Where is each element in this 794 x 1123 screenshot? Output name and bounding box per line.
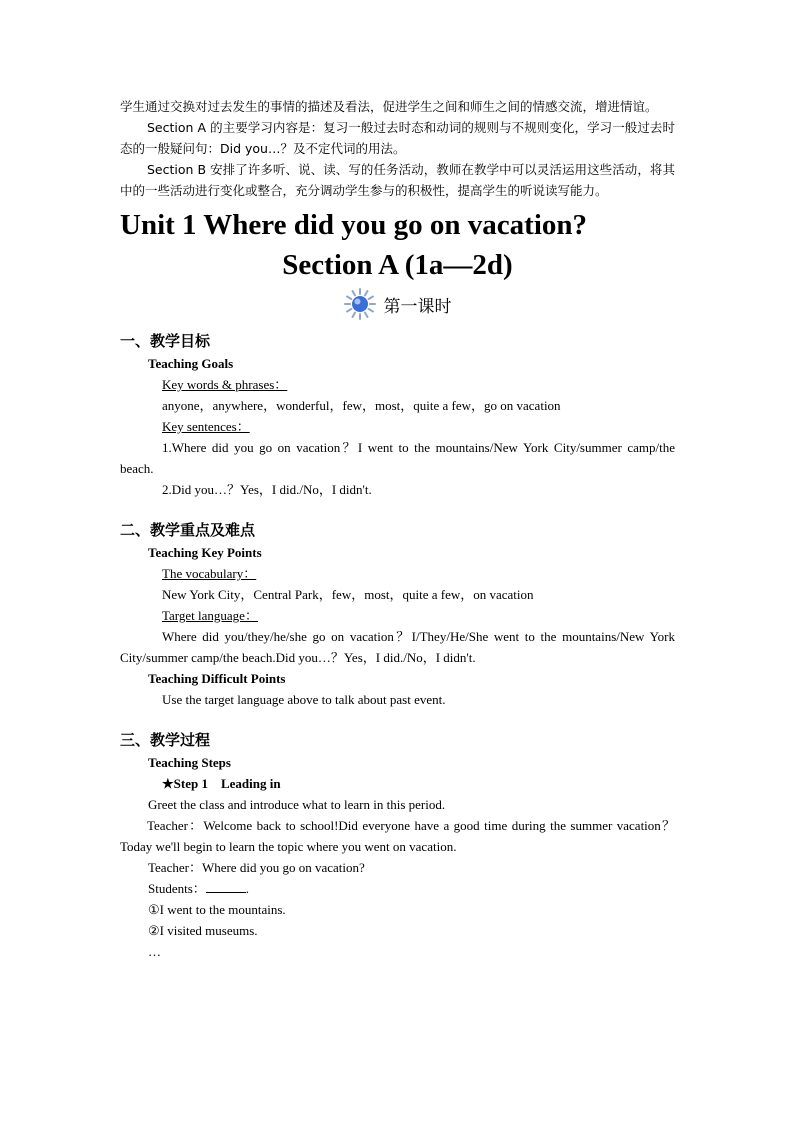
target-language-label (120, 605, 675, 626)
process-line-3: Teacher：Where did you go on vacation? (148, 860, 365, 875)
process-line-2: Teacher：Welcome back to school!Did everyone have a good time during the summer vacation？Today we'll begin to learn the topic where you went on vacation. (120, 818, 675, 854)
sun-badge-icon (344, 288, 376, 320)
process-line-5: ①I went to the mountains. (148, 902, 286, 917)
section-title: Section A (1a—2d) (282, 249, 513, 281)
lesson-header (120, 287, 675, 321)
document-page (120, 96, 675, 962)
unit-title: Unit 1 Where did you go on vacation? (120, 209, 588, 241)
key-words-label-text: Key words & phrases： (162, 377, 288, 392)
process-line-6: ②I visited museums. (148, 923, 258, 938)
vocabulary-label (120, 563, 675, 584)
intro-paragraph-1: 学生通过交换对过去发生的事情的描述及看法，促进学生之间和师生之间的情感交流，增进情谊。 (120, 99, 658, 114)
answer-blank (206, 879, 246, 893)
process-heading: 三、教学过程 (120, 731, 211, 749)
vocabulary-label-text: The vocabulary： (162, 566, 257, 581)
process-line-7: … (148, 944, 161, 959)
lesson-label: 第一课时 (383, 296, 452, 317)
students-period: . (245, 881, 250, 896)
key-sentences-label-text: Key sentences： (162, 419, 250, 434)
goals-heading: 一、教学目标 (120, 332, 211, 350)
process-subheading: Teaching Steps (148, 755, 231, 770)
vocabulary-list: New York City，Central Park，few，most，quite a few，on vacation (162, 587, 534, 602)
key-sentence-1: 1.Where did you go on vacation？I went to the mountains/New York City/summer camp/the beach. (120, 440, 675, 476)
step-1-heading: ★Step 1 Leading in (162, 776, 281, 791)
goals-subheading: Teaching Goals (148, 356, 234, 371)
target-language-text: Where did you/they/he/she go on vacation？I/They/He/She went to the mountains/New York City/summer camp/the beach.Did you…？Yes，I did./No，I didn't. (120, 629, 675, 665)
process-line-1: Greet the class and introduce what to learn in this period. (148, 797, 446, 812)
key-sentence-2: 2.Did you…？Yes，I did./No，I didn't. (162, 482, 372, 497)
target-language-label-text: Target language： (162, 608, 258, 623)
intro-paragraph-3: Section B 安排了许多听、说、读、写的任务活动，教师在教学中可以灵活运用这些活动，将其中的一些活动进行变化或整合，充分调动学生参与的积极性，提高学生的听说读写能力。 (120, 162, 675, 198)
intro-paragraph-2: Section A 的主要学习内容是：复习一般过去时态和动词的规则与不规则变化，学习一般过去时态的一般疑问句：Did you…？及不定代词的用法。 (120, 120, 675, 156)
key-words-label (120, 374, 675, 395)
difficult-points-text: Use the target language above to talk about past event. (162, 692, 446, 707)
key-sentences-label (120, 416, 675, 437)
key-points-subheading: Teaching Key Points (148, 545, 262, 560)
difficult-points-subheading: Teaching Difficult Points (148, 671, 286, 686)
process-line-4 (120, 878, 675, 899)
key-points-heading: 二、教学重点及难点 (120, 521, 256, 539)
key-words-list: anyone，anywhere，wonderful，few，most，quite a few，go on vacation (162, 398, 561, 413)
students-label: Students： (148, 881, 206, 896)
